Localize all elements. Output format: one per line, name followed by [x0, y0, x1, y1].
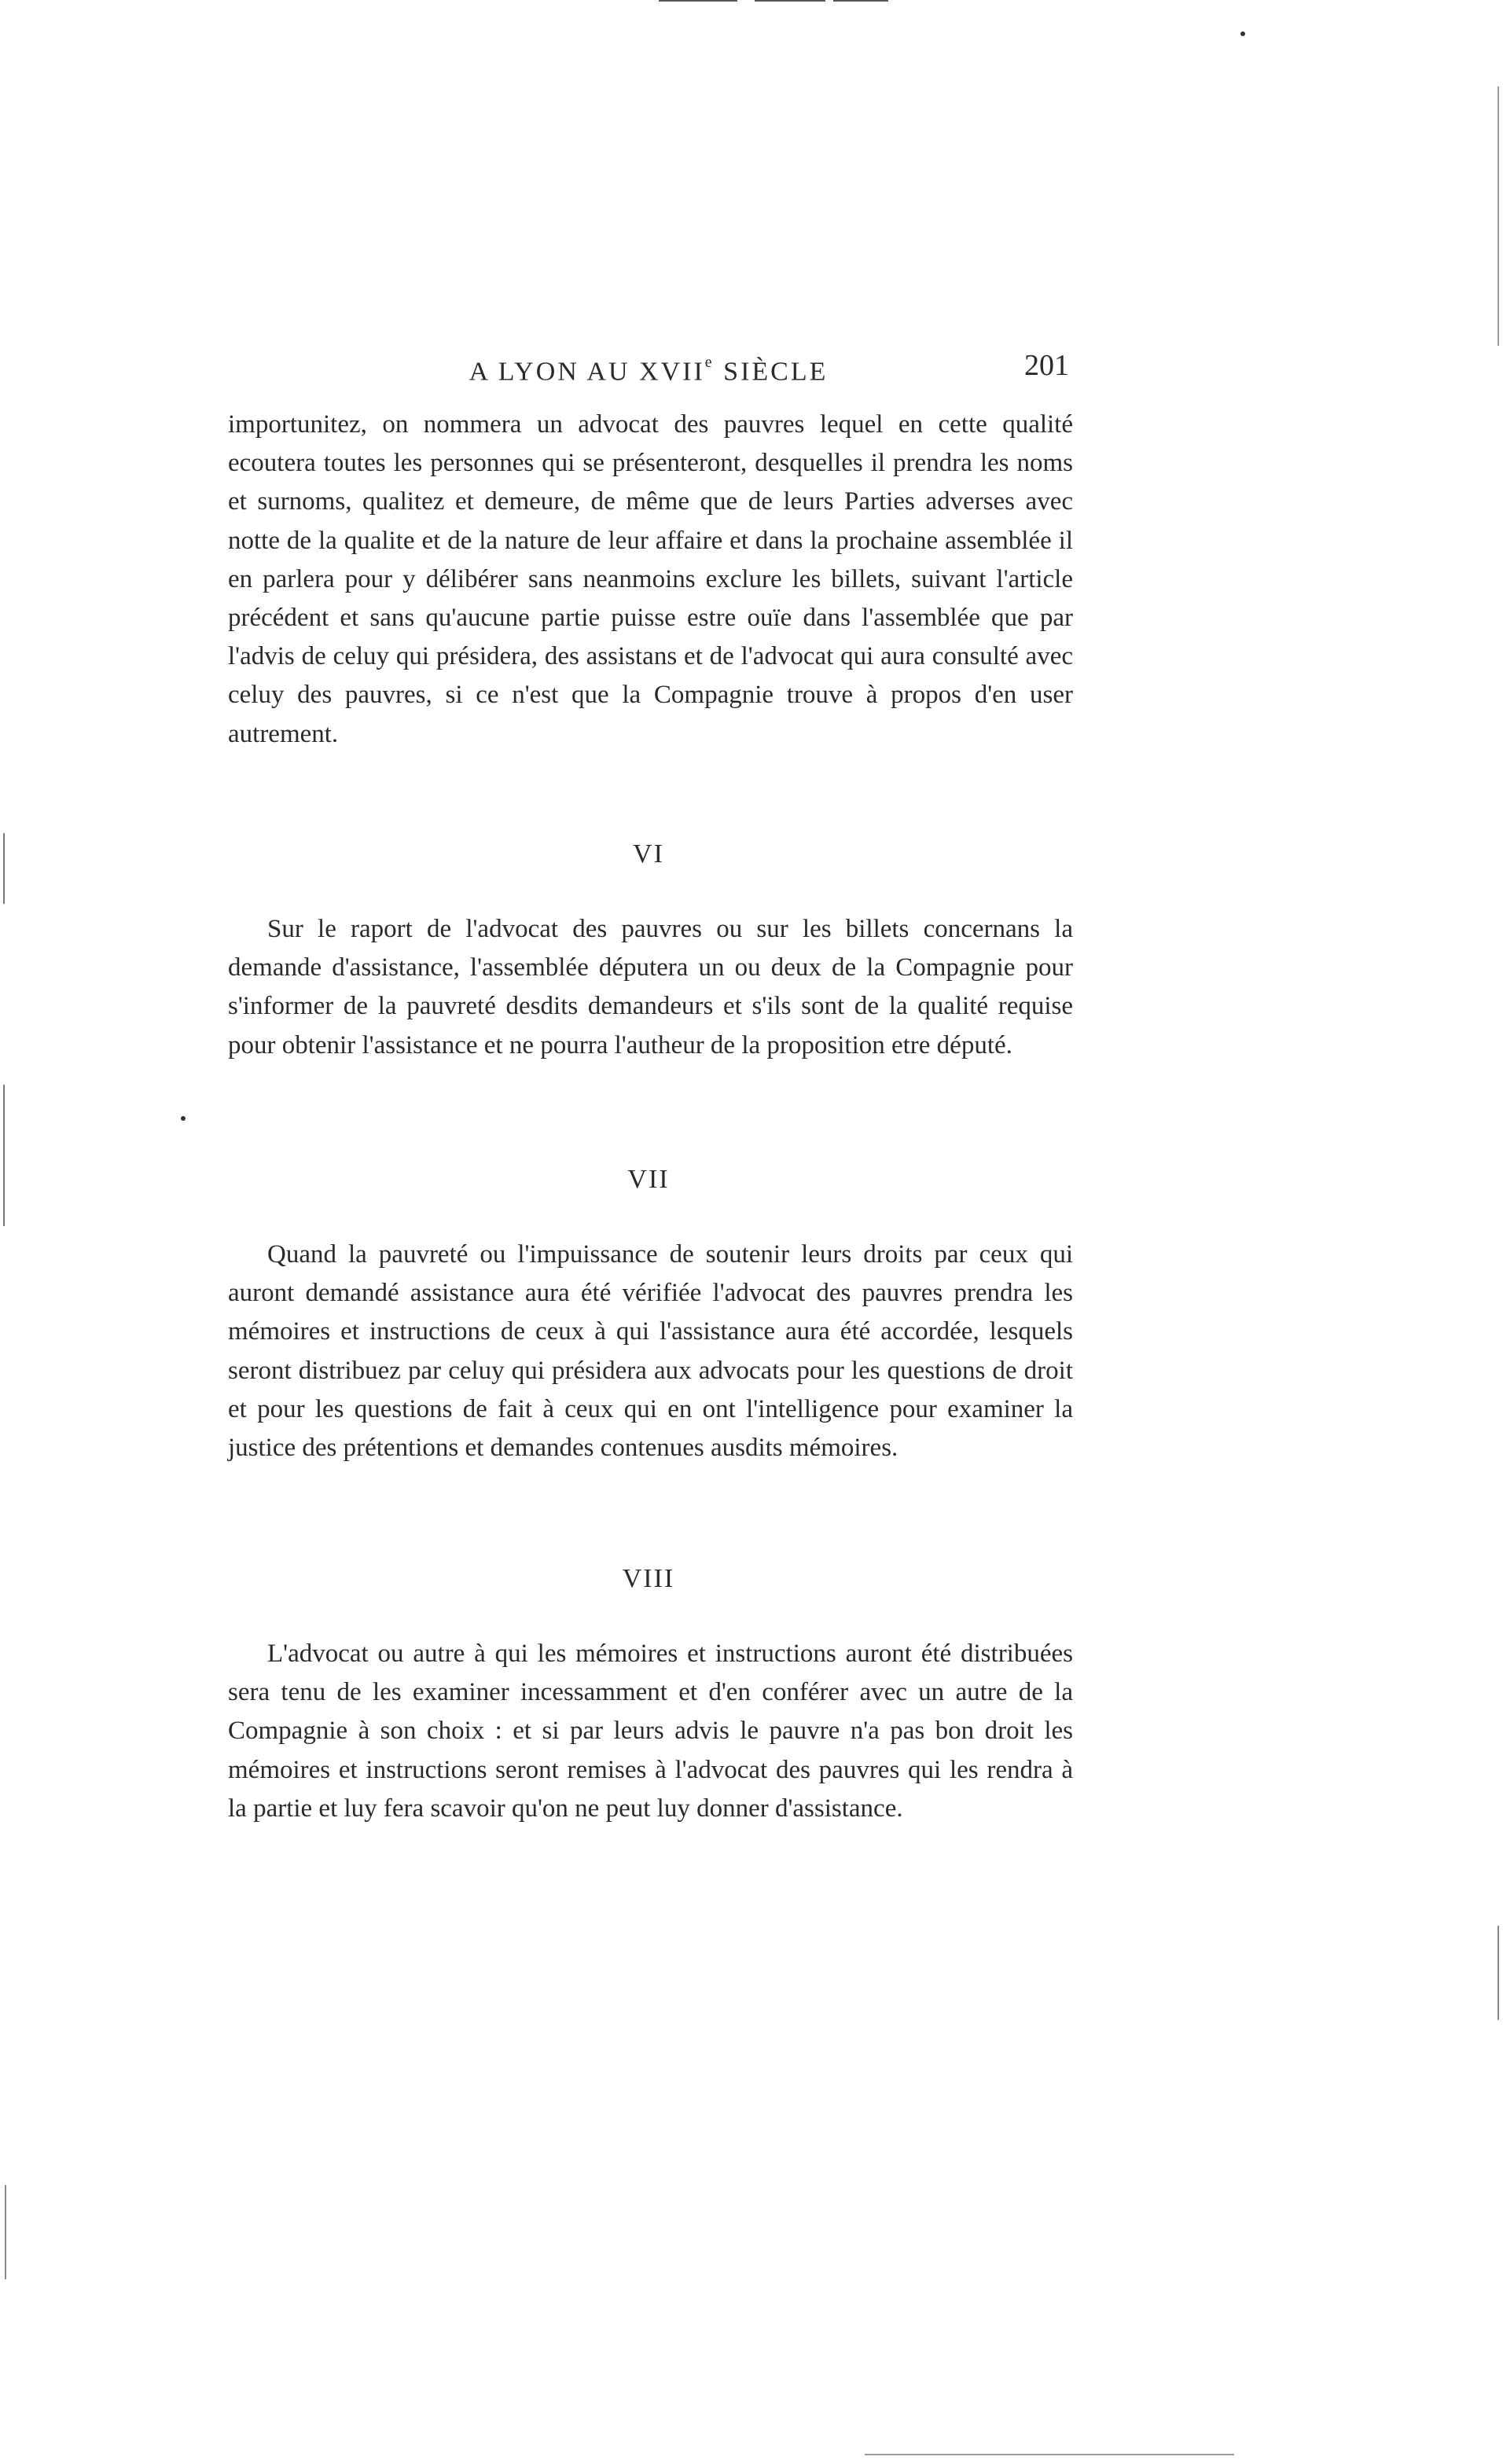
section-viii-text: L'advocat ou autre à qui les mémoires et instructions auront été distribuées sera tenu de les examiner incessamment et d'en conférer avec un autre de la Compagnie à son choix : et si par leurs advis le pauvre n'a pas bon droit les mémoires et instructions seront remises à l'advocat des pauvres qui les rendra à la partie et luy fera scavoir qu'on ne peut luy donner d'assistance. [228, 1640, 1073, 1823]
scan-artifact-speck [181, 1116, 186, 1121]
scan-artifact-top-rule [659, 0, 737, 2]
scan-artifact-right-edge [1497, 1926, 1499, 2020]
scan-artifact-left-edge [5, 2185, 6, 2279]
scan-artifact-right-edge [1497, 86, 1499, 346]
section-vi-text: Sur le raport de l'advocat des pauvres ou sur les billets concernans la demande d'assistance, l'assemblée députera un ou deux de la Compagnie pour s'informer de la pauvreté desdits demandeurs et s'ils sont de la qualité requise pour obtenir l'assistance et ne pourra l'autheur de la proposition etre député. [228, 915, 1073, 1059]
running-title-superscript: e [704, 354, 715, 371]
section-number-vi: VI [633, 839, 664, 868]
running-title-main: A LYON AU XVII [469, 357, 705, 387]
running-title-end: SIÈCLE [714, 357, 829, 387]
page-number: 201 [1024, 349, 1069, 382]
running-header [228, 346, 1069, 393]
scan-artifact-speck [1240, 31, 1245, 36]
scan-artifact-left-edge [3, 833, 5, 904]
intro-paragraph: importunitez, on nommera un advocat des pauvres lequel en cette qualité ecoutera toutes les personnes qui se présenteront, desquelles il prendra les noms et surnoms, qualitez et demeure, de même que de leurs Parties adverses avec notte de la qualite et de la nature de leur affaire et dans la prochaine assemblée il en parlera pour y délibérer sans neanmoins exclure les billets, suivant l'article précédent et sans qu'aucune partie puisse estre ouïe dans l'assemblée que par l'advis de celuy qui présidera, des assistans et de l'advocat qui aura consulté avec celuy des pauvres, si ce n'est que la Compagnie trouve à propos d'en user autrement. [228, 410, 1073, 748]
section-number-vii: VII [627, 1165, 670, 1194]
section-vii-text: Quand la pauvreté ou l'impuissance de soutenir leurs droits par ceux qui auront demandé assistance aura été vérifiée l'advocat des pauvres prendra les mémoires et instructions de ceux à qui l'assistance aura été accordée, lesquels seront distribuez par celuy qui présidera aux advocats pour les questions de droit et pour les questions de fait à ceux qui en ont l'intelligence pour examiner la justice des prétentions et demandes contenues ausdits mémoires. [228, 1240, 1073, 1463]
section-number-viii: VIII [622, 1564, 675, 1593]
scan-artifact-bottom-rule [865, 2454, 1234, 2455]
scan-artifact-top-rule [755, 0, 825, 2]
scan-artifact-top-rule [833, 0, 888, 2]
scan-artifact-left-edge [3, 1085, 5, 1226]
running-title [228, 346, 1069, 391]
